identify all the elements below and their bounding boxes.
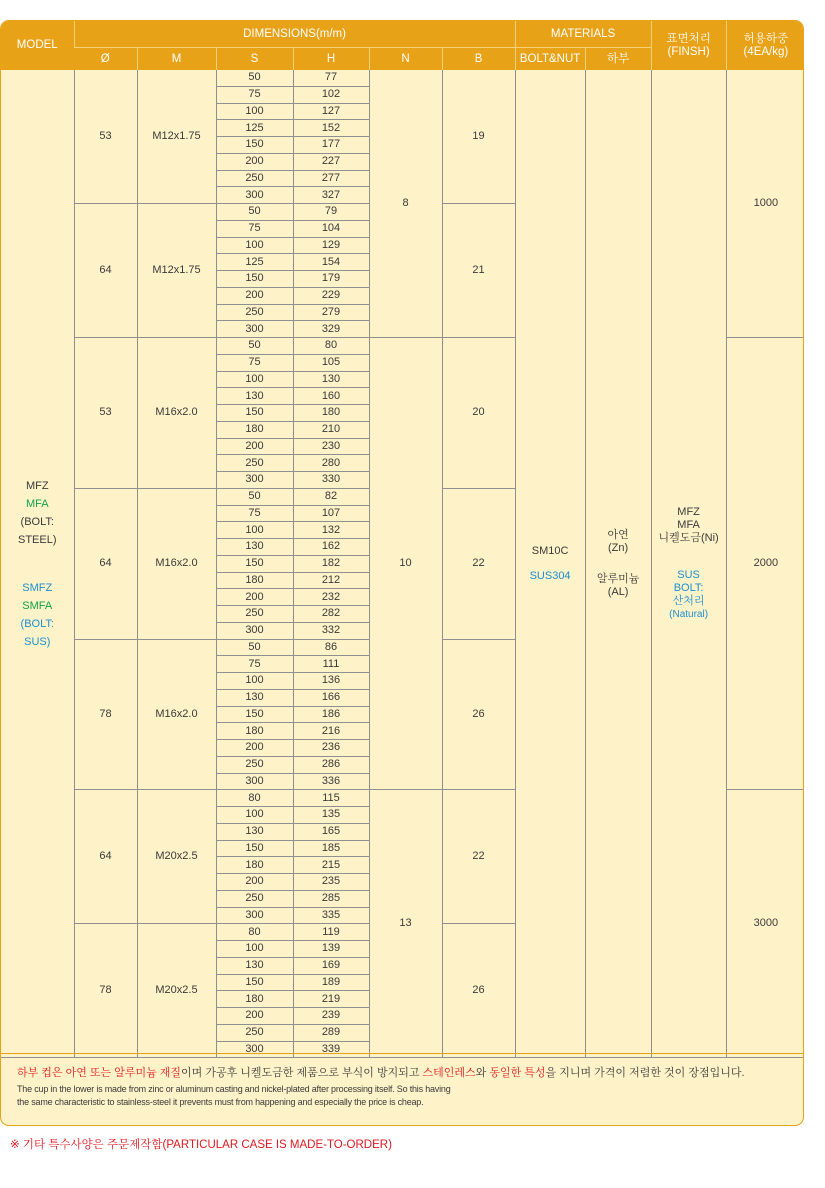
h-cell: 129 bbox=[293, 237, 369, 254]
s-cell: 150 bbox=[216, 555, 293, 572]
s-cell: 150 bbox=[216, 405, 293, 422]
s-cell: 300 bbox=[216, 773, 293, 790]
header-materials: MATERIALS bbox=[515, 21, 651, 48]
header-model: MODEL bbox=[1, 21, 74, 70]
finish-line: (Natural) bbox=[669, 609, 709, 621]
spec-body bbox=[1, 70, 804, 1058]
model-line: SUS) bbox=[24, 635, 51, 648]
h-cell: 279 bbox=[293, 304, 369, 321]
s-cell: 75 bbox=[216, 86, 293, 103]
model-line: MFA bbox=[25, 497, 49, 510]
h-cell: 111 bbox=[293, 656, 369, 673]
thread-cell: M12x1.75 bbox=[137, 204, 216, 338]
h-cell: 186 bbox=[293, 706, 369, 723]
dia-cell: 64 bbox=[74, 204, 137, 338]
lower-material-zn: 아연 bbox=[607, 528, 629, 541]
s-cell: 180 bbox=[216, 421, 293, 438]
table-row bbox=[1, 70, 804, 86]
header-load-en: (4EA/kg) bbox=[743, 45, 789, 58]
s-cell: 50 bbox=[216, 70, 293, 86]
b-cell: 26 bbox=[442, 924, 515, 1058]
s-cell: 75 bbox=[216, 354, 293, 371]
h-cell: 232 bbox=[293, 589, 369, 606]
header-load bbox=[726, 21, 804, 70]
h-cell: 339 bbox=[293, 1041, 369, 1058]
s-cell: 200 bbox=[216, 153, 293, 170]
h-cell: 169 bbox=[293, 957, 369, 974]
thread-cell: M20x2.5 bbox=[137, 924, 216, 1058]
h-cell: 136 bbox=[293, 673, 369, 690]
finish-line: 니켈도금(Ni) bbox=[658, 532, 719, 545]
h-cell: 160 bbox=[293, 388, 369, 405]
s-cell: 130 bbox=[216, 388, 293, 405]
korean-note-part: 하부 컵은 아연 또는 알루미늄 재질 bbox=[17, 1067, 182, 1079]
s-cell: 75 bbox=[216, 505, 293, 522]
s-cell: 100 bbox=[216, 941, 293, 958]
h-cell: 215 bbox=[293, 857, 369, 874]
b-cell: 19 bbox=[442, 70, 515, 204]
s-cell: 300 bbox=[216, 187, 293, 204]
load-cell: 2000 bbox=[726, 338, 804, 790]
h-cell: 86 bbox=[293, 639, 369, 656]
header-lower: 하부 bbox=[585, 48, 651, 71]
s-cell: 250 bbox=[216, 170, 293, 187]
h-cell: 102 bbox=[293, 86, 369, 103]
b-cell: 22 bbox=[442, 488, 515, 639]
h-cell: 219 bbox=[293, 991, 369, 1008]
h-cell: 212 bbox=[293, 572, 369, 589]
s-cell: 50 bbox=[216, 488, 293, 505]
h-cell: 227 bbox=[293, 153, 369, 170]
s-cell: 50 bbox=[216, 204, 293, 221]
s-cell: 150 bbox=[216, 271, 293, 288]
h-cell: 135 bbox=[293, 807, 369, 824]
s-cell: 50 bbox=[216, 338, 293, 355]
h-cell: 127 bbox=[293, 103, 369, 120]
korean-note-part: 와 bbox=[475, 1067, 490, 1079]
header-row-1 bbox=[1, 21, 804, 48]
s-cell: 180 bbox=[216, 723, 293, 740]
s-cell: 250 bbox=[216, 455, 293, 472]
spec-table bbox=[1, 21, 804, 1058]
s-cell: 180 bbox=[216, 991, 293, 1008]
model-cell bbox=[1, 70, 74, 1058]
h-cell: 107 bbox=[293, 505, 369, 522]
h-cell: 327 bbox=[293, 187, 369, 204]
n-cell: 8 bbox=[369, 70, 442, 338]
s-cell: 250 bbox=[216, 756, 293, 773]
h-cell: 139 bbox=[293, 941, 369, 958]
b-cell: 22 bbox=[442, 790, 515, 924]
header-n: N bbox=[369, 48, 442, 71]
h-cell: 239 bbox=[293, 1008, 369, 1025]
h-cell: 185 bbox=[293, 840, 369, 857]
b-cell: 26 bbox=[442, 639, 515, 790]
material-spacer bbox=[516, 558, 585, 570]
s-cell: 150 bbox=[216, 840, 293, 857]
header-dimensions: DIMENSIONS(m/m) bbox=[74, 21, 515, 48]
s-cell: 200 bbox=[216, 589, 293, 606]
header-m: M bbox=[137, 48, 216, 71]
s-cell: 200 bbox=[216, 287, 293, 304]
header-bolt-nut: BOLT&NUT bbox=[515, 48, 585, 71]
s-cell: 130 bbox=[216, 689, 293, 706]
header-b: B bbox=[442, 48, 515, 71]
load-cell: 3000 bbox=[726, 790, 804, 1058]
h-cell: 277 bbox=[293, 170, 369, 187]
h-cell: 177 bbox=[293, 137, 369, 154]
h-cell: 130 bbox=[293, 371, 369, 388]
h-cell: 115 bbox=[293, 790, 369, 807]
finish-line: MFZ bbox=[677, 506, 700, 519]
s-cell: 75 bbox=[216, 220, 293, 237]
english-note-line-1: The cup in the lower is made from zinc or aluminum casting and nickel-plated after processing itself. So this having bbox=[17, 1084, 451, 1094]
s-cell: 125 bbox=[216, 254, 293, 271]
header-load-kr: 허용하중 bbox=[743, 32, 789, 45]
h-cell: 236 bbox=[293, 740, 369, 757]
korean-note-part: 을 지니며 가격이 저렴한 것이 장점입니다. bbox=[545, 1067, 745, 1079]
thread-cell: M12x1.75 bbox=[137, 70, 216, 204]
bolt-material-sus: SUS304 bbox=[529, 569, 571, 582]
model-line: MFZ bbox=[25, 479, 49, 492]
s-cell: 200 bbox=[216, 1008, 293, 1025]
s-cell: 300 bbox=[216, 472, 293, 489]
h-cell: 336 bbox=[293, 773, 369, 790]
h-cell: 104 bbox=[293, 220, 369, 237]
s-cell: 100 bbox=[216, 522, 293, 539]
header-finish-kr: 표면처리 bbox=[666, 32, 711, 45]
thread-cell: M16x2.0 bbox=[137, 488, 216, 639]
spec-card bbox=[0, 20, 804, 1126]
model-line: SMFZ bbox=[22, 581, 53, 594]
h-cell: 230 bbox=[293, 438, 369, 455]
s-cell: 300 bbox=[216, 622, 293, 639]
h-cell: 289 bbox=[293, 1024, 369, 1041]
s-cell: 250 bbox=[216, 890, 293, 907]
h-cell: 235 bbox=[293, 874, 369, 891]
s-cell: 130 bbox=[216, 823, 293, 840]
h-cell: 330 bbox=[293, 472, 369, 489]
s-cell: 130 bbox=[216, 957, 293, 974]
lower-material-al: 알루미늄 bbox=[596, 572, 640, 585]
header-s: S bbox=[216, 48, 293, 71]
dia-cell: 64 bbox=[74, 488, 137, 639]
dia-cell: 64 bbox=[74, 790, 137, 924]
s-cell: 250 bbox=[216, 304, 293, 321]
footer-note: ※ 기타 특수사양은 주문제작함(PARTICULAR CASE IS MADE-TO-ORDER) bbox=[10, 1139, 392, 1151]
s-cell: 200 bbox=[216, 438, 293, 455]
h-cell: 80 bbox=[293, 338, 369, 355]
bolt-material-cell bbox=[515, 70, 585, 1058]
finish-cell bbox=[651, 70, 726, 1058]
b-cell: 21 bbox=[442, 204, 515, 338]
korean-note-part: 이며 가공후 니켈도금한 제품으로 부식이 방지되고 bbox=[181, 1067, 423, 1079]
h-cell: 105 bbox=[293, 354, 369, 371]
h-cell: 179 bbox=[293, 271, 369, 288]
h-cell: 280 bbox=[293, 455, 369, 472]
h-cell: 285 bbox=[293, 890, 369, 907]
finish-line: SUS bbox=[677, 569, 700, 582]
korean-note-part: 스테인레스 bbox=[422, 1067, 476, 1079]
h-cell: 332 bbox=[293, 622, 369, 639]
s-cell: 250 bbox=[216, 606, 293, 623]
s-cell: 150 bbox=[216, 974, 293, 991]
bolt-material-steel: SM10C bbox=[531, 544, 569, 557]
h-cell: 77 bbox=[293, 70, 369, 86]
finish-spacer bbox=[652, 545, 726, 569]
header-h: H bbox=[293, 48, 369, 71]
h-cell: 154 bbox=[293, 254, 369, 271]
n-cell: 10 bbox=[369, 338, 442, 790]
model-line: STEEL) bbox=[17, 533, 57, 546]
s-cell: 100 bbox=[216, 371, 293, 388]
s-cell: 150 bbox=[216, 137, 293, 154]
lower-material-cell bbox=[585, 70, 651, 1058]
dia-cell: 78 bbox=[74, 639, 137, 790]
s-cell: 180 bbox=[216, 572, 293, 589]
h-cell: 210 bbox=[293, 421, 369, 438]
finish-line: MFA bbox=[677, 519, 700, 532]
h-cell: 182 bbox=[293, 555, 369, 572]
s-cell: 130 bbox=[216, 539, 293, 556]
lower-material-zn-en: (Zn) bbox=[608, 541, 629, 554]
english-note-line-2: the same characteristic to stainless-steel it prevents must from happening and especially the price is cheap. bbox=[17, 1097, 424, 1107]
lower-material-al-en: (AL) bbox=[607, 585, 629, 598]
header-dia: Ø bbox=[74, 48, 137, 71]
s-cell: 80 bbox=[216, 924, 293, 941]
thread-cell: M16x2.0 bbox=[137, 639, 216, 790]
model-spacer bbox=[1, 549, 74, 579]
h-cell: 282 bbox=[293, 606, 369, 623]
h-cell: 180 bbox=[293, 405, 369, 422]
dia-cell: 53 bbox=[74, 70, 137, 204]
h-cell: 229 bbox=[293, 287, 369, 304]
header-finish-en: (FINSH) bbox=[667, 45, 710, 58]
s-cell: 100 bbox=[216, 807, 293, 824]
s-cell: 100 bbox=[216, 103, 293, 120]
h-cell: 216 bbox=[293, 723, 369, 740]
h-cell: 162 bbox=[293, 539, 369, 556]
h-cell: 119 bbox=[293, 924, 369, 941]
finish-line: 산처리 bbox=[672, 595, 705, 608]
s-cell: 250 bbox=[216, 1024, 293, 1041]
s-cell: 125 bbox=[216, 120, 293, 137]
s-cell: 300 bbox=[216, 321, 293, 338]
s-cell: 200 bbox=[216, 740, 293, 757]
thread-cell: M20x2.5 bbox=[137, 790, 216, 924]
s-cell: 80 bbox=[216, 790, 293, 807]
korean-note-part: 동일한 특성 bbox=[489, 1067, 546, 1079]
dia-cell: 78 bbox=[74, 924, 137, 1058]
dia-cell: 53 bbox=[74, 338, 137, 489]
h-cell: 79 bbox=[293, 204, 369, 221]
korean-note bbox=[17, 1064, 804, 1080]
s-cell: 300 bbox=[216, 1041, 293, 1058]
header-finish bbox=[651, 21, 726, 70]
s-cell: 50 bbox=[216, 639, 293, 656]
model-line: (BOLT: bbox=[20, 617, 54, 630]
b-cell: 20 bbox=[442, 338, 515, 489]
s-cell: 75 bbox=[216, 656, 293, 673]
notes-section bbox=[1, 1053, 804, 1125]
s-cell: 180 bbox=[216, 857, 293, 874]
n-cell: 13 bbox=[369, 790, 442, 1058]
s-cell: 300 bbox=[216, 907, 293, 924]
model-line: (BOLT: bbox=[20, 515, 54, 528]
h-cell: 82 bbox=[293, 488, 369, 505]
h-cell: 165 bbox=[293, 823, 369, 840]
h-cell: 132 bbox=[293, 522, 369, 539]
h-cell: 329 bbox=[293, 321, 369, 338]
thread-cell: M16x2.0 bbox=[137, 338, 216, 489]
s-cell: 100 bbox=[216, 237, 293, 254]
s-cell: 150 bbox=[216, 706, 293, 723]
finish-line: BOLT: bbox=[673, 582, 704, 595]
h-cell: 152 bbox=[293, 120, 369, 137]
model-line: SMFA bbox=[22, 599, 53, 612]
h-cell: 189 bbox=[293, 974, 369, 991]
s-cell: 100 bbox=[216, 673, 293, 690]
h-cell: 166 bbox=[293, 689, 369, 706]
s-cell: 200 bbox=[216, 874, 293, 891]
load-cell: 1000 bbox=[726, 70, 804, 338]
h-cell: 286 bbox=[293, 756, 369, 773]
h-cell: 335 bbox=[293, 907, 369, 924]
material-spacer bbox=[586, 555, 651, 573]
